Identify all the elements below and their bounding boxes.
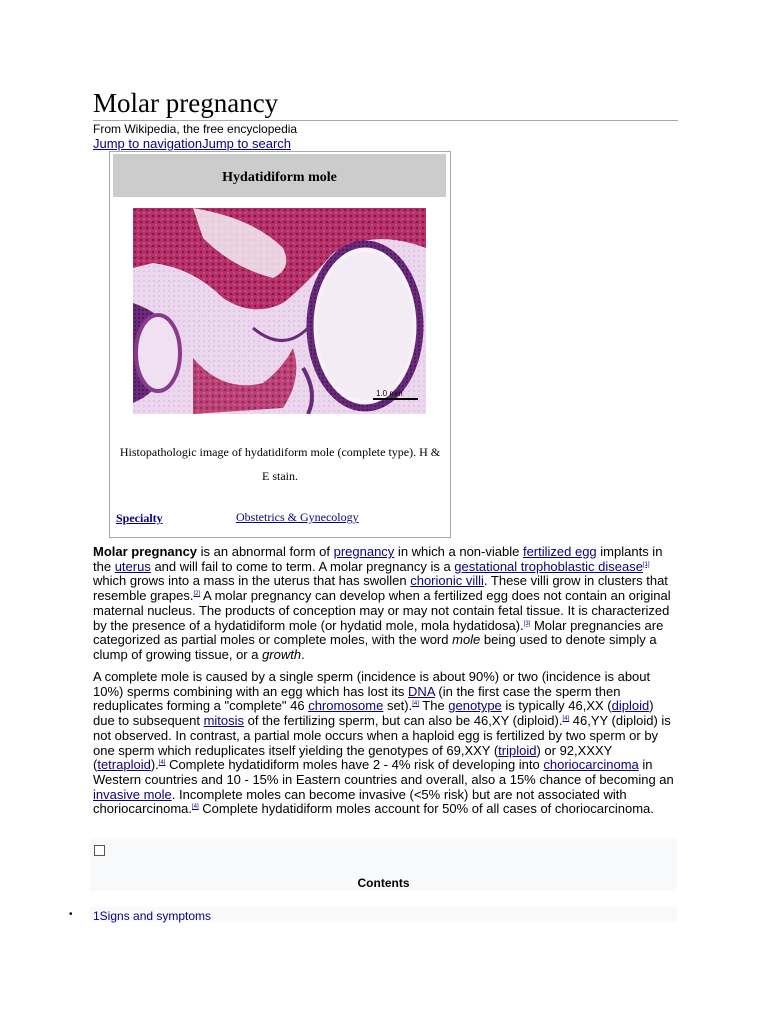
text: in Western countries and 10 - 15% in Eastern countries and overall, also a 15% chance of becoming an xyxy=(93,757,674,787)
text: . Incomplete moles can become invasive (<5% risk) but are not associated with choriocarcinoma. xyxy=(93,786,627,817)
text: ) due to subsequent xyxy=(93,698,654,729)
text: of the fertilizing sperm, but can also be 46,XY (diploid). xyxy=(244,713,563,729)
text: Molar pregnancies are categorized as partial moles or complete moles, with the word xyxy=(93,617,664,648)
histopathology-image[interactable] xyxy=(133,208,426,414)
jump-to-search-link[interactable]: Jump to search xyxy=(202,136,291,151)
specialty-value[interactable]: Obstetrics & Gynecology xyxy=(236,510,359,524)
jump-to-navigation-link[interactable]: Jump to navigation xyxy=(93,136,203,151)
reference-4[interactable]: [4] xyxy=(158,760,166,767)
bold-term: Molar pregnancy xyxy=(93,544,198,559)
text: set). xyxy=(383,698,413,714)
specialty-label[interactable]: Specialty xyxy=(116,511,163,525)
link-choriocarcinoma[interactable]: choriocarcinoma xyxy=(543,757,639,773)
link-invasive-mole[interactable]: invasive mole xyxy=(93,786,172,802)
text: ). xyxy=(150,757,159,773)
site-tagline: From Wikipedia, the free encyclopedia xyxy=(93,122,298,136)
text: implants in the xyxy=(93,544,663,574)
link-chromosome[interactable]: chromosome xyxy=(308,698,384,714)
italic-term: growth xyxy=(262,646,302,662)
scale-bar-label: 1.0 mm xyxy=(376,389,403,398)
infobox xyxy=(109,151,451,538)
page-title: Molar pregnancy xyxy=(93,86,678,121)
text: . These villi grow in clusters that resemble grapes. xyxy=(93,573,668,604)
text: . xyxy=(301,646,305,662)
text: is an abnormal form of xyxy=(197,544,334,559)
reference-4[interactable]: [4] xyxy=(562,716,570,723)
text: (in the first case the sperm then reduplicates forming a "complete" 46 xyxy=(93,683,621,714)
link-dna[interactable]: DNA xyxy=(408,683,435,699)
toc-toggle-checkbox[interactable] xyxy=(94,845,105,856)
link-tetraploid[interactable]: tetraploid xyxy=(97,757,151,773)
link-chorionic-villi[interactable]: chorionic villi xyxy=(410,573,484,589)
text: and will fail to come to term. A molar pregnancy is a xyxy=(150,558,455,574)
link-mitosis[interactable]: mitosis xyxy=(203,713,245,729)
intro-paragraph xyxy=(93,545,678,663)
text: which grows into a mass in the uterus that has swollen xyxy=(93,573,411,589)
toc-title: Contents xyxy=(357,876,410,890)
reference-1[interactable]: [1] xyxy=(642,561,650,568)
text: A complete mole is caused by a single sperm (incidence is about 90%) or two (incidence is about 10%) sperms combining with an egg which has lost its xyxy=(93,669,651,699)
text: is typically 46,XX ( xyxy=(501,698,612,714)
link-diploid[interactable]: diploid xyxy=(611,698,650,714)
jump-links xyxy=(93,136,291,151)
text: ) or 92,XXXY ( xyxy=(93,742,613,773)
link-fertilized-egg[interactable]: fertilized egg xyxy=(522,544,597,559)
link-gestational-trophoblastic-disease[interactable]: gestational trophoblastic disease xyxy=(454,558,643,574)
reference-3[interactable]: [3] xyxy=(523,620,531,627)
link-uterus[interactable]: uterus xyxy=(114,558,151,574)
link-genotype[interactable]: genotype xyxy=(448,698,502,714)
text: The xyxy=(418,698,449,714)
text: Complete hydatidiform moles account for 50% of all cases of choriocarcinoma. xyxy=(198,801,654,817)
italic-term: mole xyxy=(452,632,481,648)
link-pregnancy[interactable]: pregnancy xyxy=(333,544,395,559)
infobox-heading: Hydatidiform mole xyxy=(113,154,446,197)
reference-2[interactable]: [2] xyxy=(193,591,201,598)
text: being used to denote simply a clump of growing tissue, or a xyxy=(93,632,657,662)
text: A molar pregnancy can develop when a fertilized egg does not contain an original maternal nucleus. The products of conception may or may not contain fetal tissue. It is characterized by the presence of a hydatidiform mole (or hydatid mole, mola hydatidosa). xyxy=(93,588,671,633)
toc-item-signs-and-symptoms[interactable]: 1Signs and symptoms xyxy=(93,909,212,923)
text: 46,YY (diploid) is not observed. In contrast, a partial mole occurs when a haploid egg is fertilized by two sperm or by one sperm which reduplicates itself yielding the genotypes of 69,XXY ( xyxy=(93,713,671,758)
reference-4[interactable]: [4] xyxy=(192,804,199,811)
genetics-paragraph xyxy=(93,670,678,817)
text: in which a non-viable xyxy=(394,544,523,559)
bullet-icon: • xyxy=(69,909,73,920)
text: Complete hydatidiform moles have 2 - 4% risk of developing into xyxy=(165,757,544,773)
image-caption: Histopathologic image of hydatidiform mole (complete type). H & E stain. xyxy=(119,445,441,483)
reference-4[interactable]: [4] xyxy=(412,701,419,708)
link-triploid[interactable]: triploid xyxy=(498,742,537,758)
